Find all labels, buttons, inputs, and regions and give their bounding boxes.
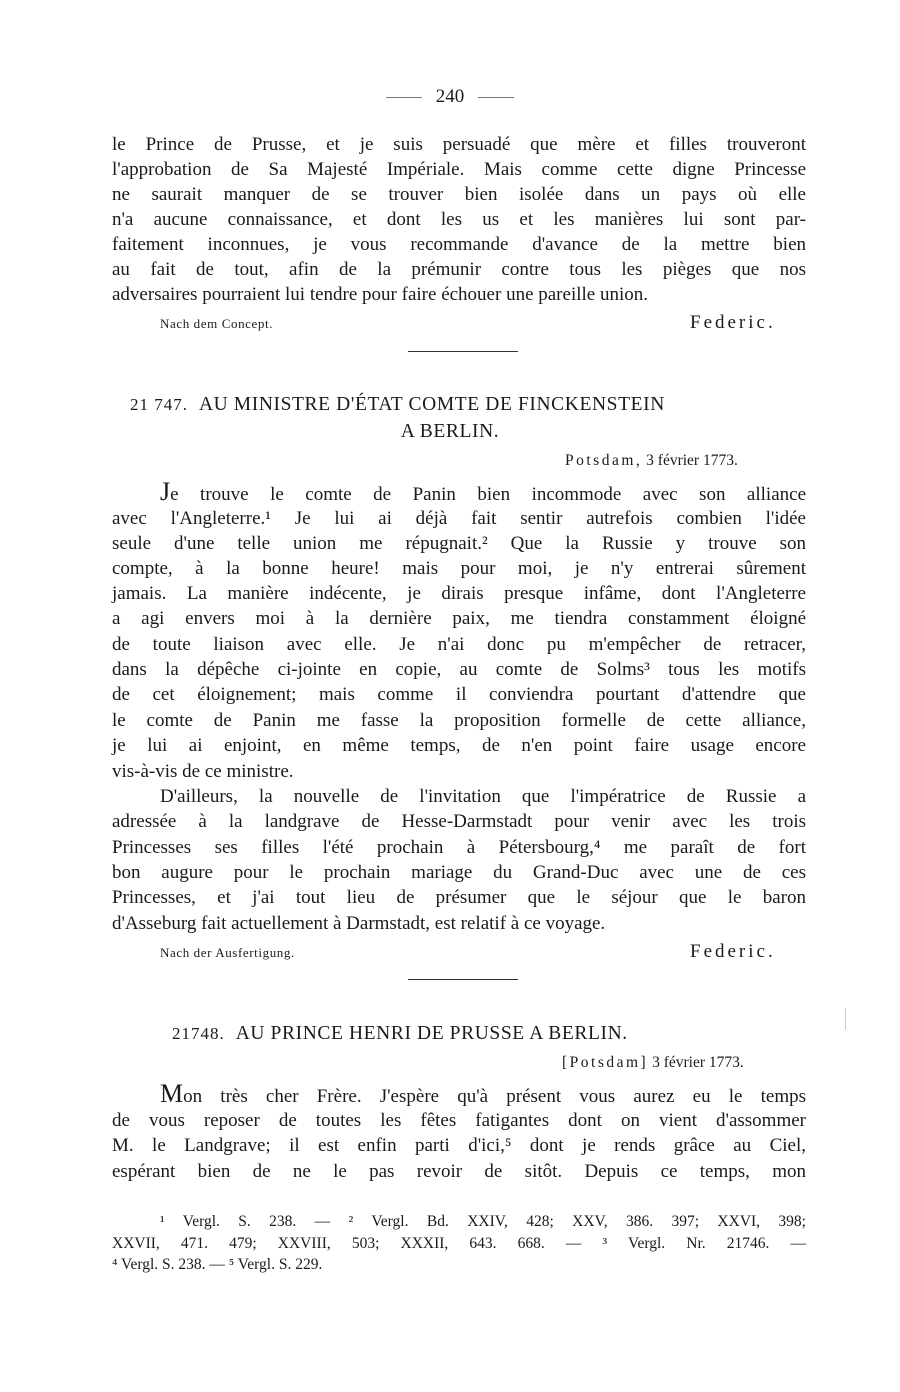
dropcap: J — [160, 477, 171, 506]
text-line: espérant bien de ne le pas revoir de sitôt. Depuis ce temps, mon — [112, 1161, 806, 1182]
text-line: de toute liaison avec elle. Je n'ai donc pu m'empêcher de retracer, — [112, 634, 806, 655]
text-line: le comte de Panin me fasse la proposition formelle de cette alliance, — [112, 710, 806, 731]
text-line: faitement inconnues, je vous recommande d'avance de la mettre bien — [112, 234, 806, 255]
text-line: adversaires pourraient lui tendre pour faire échouer une pareille union. — [112, 284, 648, 305]
text-line — [160, 1081, 806, 1106]
letter-number: 21748. — [172, 1024, 225, 1043]
text-line-rest: e trouve le comte de Panin bien incommode avec son alliance — [170, 484, 806, 505]
source-note: Nach dem Concept. — [160, 316, 274, 331]
source-note: Nach der Ausfertigung. — [160, 945, 295, 960]
text-line: compte, à la bonne heure! mais pour moi, je n'y entrerai sûrement — [112, 558, 806, 579]
dropcap: M — [160, 1079, 184, 1108]
text-line: le Prince de Prusse, et je suis persuadé que mère et filles trouveront — [112, 134, 806, 155]
letter-date: 3 février 1773. — [646, 452, 738, 469]
text-line: de vous reposer de toutes les fêtes fatigantes dont on vient d'assommer — [112, 1110, 806, 1131]
footnote-line: ¹ Vergl. S. 238. — ² Vergl. Bd. XXIV, 428; XXV, 386. 397; XXVI, 398; — [160, 1213, 806, 1230]
text-line: de cet éloignement; mais comme il conviendra pourtant d'attendre que — [112, 684, 806, 705]
footnote-line: XXVII, 471. 479; XXVIII, 503; XXXII, 643. 668. — ³ Vergl. Nr. 21746. — — [112, 1235, 806, 1252]
text-line: adressée à la landgrave de Hesse-Darmstadt pour venir avec les trois — [112, 811, 806, 832]
text-line: jamais. La manière indécente, je dirais presque infâme, dont l'Angleterre — [112, 583, 806, 604]
footnote-line: ⁴ Vergl. S. 238. — ⁵ Vergl. S. 229. — [112, 1256, 323, 1273]
text-line: Princesses, et j'ai tout lieu de présumer que le séjour que le baron — [112, 887, 806, 908]
text-line: D'ailleurs, la nouvelle de l'invitation que l'impératrice de Russie a — [160, 786, 806, 807]
section-divider — [408, 351, 518, 352]
text-line: M. le Landgrave; il est enfin parti d'ici,⁵ dont je rends grâce au Ciel, — [112, 1135, 806, 1156]
letter-heading — [172, 1023, 628, 1045]
text-line: vis-à-vis de ce ministre. — [112, 761, 294, 782]
text-line: ne saurait manquer de se trouver bien isolée dans un pays où elle — [112, 184, 806, 205]
text-line: d'Asseburg fait actuellement à Darmstadt, est relatif à ce voyage. — [112, 913, 606, 934]
letter-place: [Potsdam] — [562, 1054, 649, 1071]
header-dash-right — [478, 97, 514, 98]
letter-heading — [130, 394, 665, 416]
text-line: dans la dépêche ci-jointe en copie, au comte de Solms³ tous les motifs — [112, 659, 806, 680]
letter-heading-line1: AU MINISTRE D'ÉTAT COMTE DE FINCKENSTEIN — [198, 394, 665, 415]
text-line: au fait de tout, afin de la prémunir contre tous les pièges que nos — [112, 259, 806, 280]
text-line: n'a aucune connaissance, et dont les us et les manières lui sont par- — [112, 209, 806, 230]
letter-place: Potsdam, — [565, 452, 643, 469]
letter-number: 21 747. — [130, 395, 188, 414]
letter-dateline — [565, 452, 738, 470]
text-line: seule d'une telle union me répugnait.² Que la Russie y trouve son — [112, 533, 806, 554]
letter-heading-line2: A BERLIN. — [400, 421, 500, 442]
page-number: 240 — [435, 86, 465, 107]
letter-dateline — [562, 1054, 744, 1072]
page-header — [0, 86, 900, 108]
header-dash-left — [386, 97, 422, 98]
text-line: avec l'Angleterre.¹ Je lui ai déjà fait sentir autrefois combien l'idée — [112, 508, 806, 529]
text-line: bon augure pour le prochain mariage du Grand-Duc avec une de ces — [112, 862, 806, 883]
text-line — [160, 479, 806, 504]
text-line-rest: on très cher Frère. J'espère qu'à présent vous aurez eu le temps — [183, 1086, 806, 1107]
text-line: je lui ai enjoint, en même temps, de n'en point faire usage encore — [112, 735, 806, 756]
text-line: l'approbation de Sa Majesté Impériale. Mais comme cette digne Princesse — [112, 159, 806, 180]
text-line: a agi envers moi à la dernière paix, me tiendra constamment éloigné — [112, 608, 806, 629]
letter-heading-text: AU PRINCE HENRI DE PRUSSE A BERLIN. — [235, 1023, 628, 1044]
letter-date: 3 février 1773. — [652, 1054, 744, 1071]
scan-edge-mark — [845, 1008, 846, 1030]
signature: Federic. — [690, 312, 776, 333]
signature: Federic. — [690, 941, 776, 962]
text-line: Princesses ses filles l'été prochain à Pétersbourg,⁴ me paraît de fort — [112, 837, 806, 858]
section-divider — [408, 979, 518, 980]
